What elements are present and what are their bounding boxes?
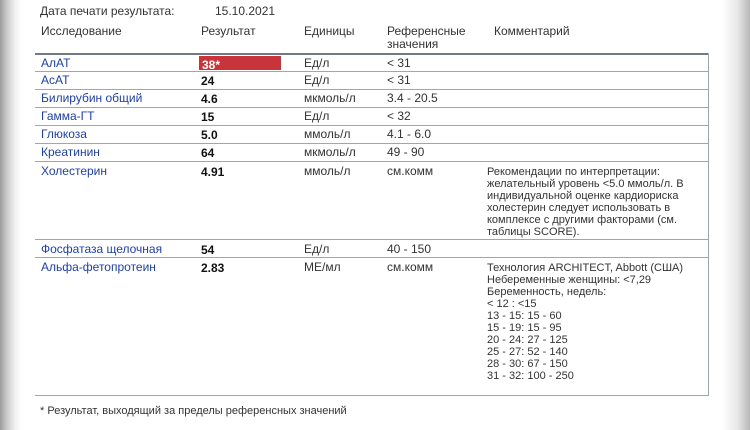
reference-range: 4.1 - 6.0 [387,127,432,141]
reference-range: см.комм [387,260,434,274]
out-of-range-flag [199,56,281,70]
result-value: 15 [201,110,215,124]
row-divider [35,89,709,90]
reference-range: < 32 [387,109,411,123]
page-edge-shadow-right [722,0,750,430]
column-header-comment: Комментарий [494,24,570,38]
test-name: Фосфатаза щелочная [41,242,163,256]
units: Ед/л [304,73,330,87]
reference-range: < 31 [387,56,411,70]
comment-text: Технология ARCHITECT, Abbott (США) Небеременные женщины: <7,29 Беременность, недель: < 12 : <15 13 - 15: 15 - 60 15 - 19: 15 - 95 20 - 24: 27 - 125 25 - 27: 52 - 140 28 - 30: 67 - 150 31 - 32: 100 - 250 [487,262,684,382]
row-divider [35,71,709,72]
test-name: Альфа-фетопротеин [41,260,156,274]
row-divider [35,239,709,240]
result-value: 54 [201,243,215,257]
column-header-units: Единицы [304,24,355,38]
table-right-border [708,53,709,396]
result-value: 4.91 [201,165,225,179]
reference-range: < 31 [387,73,411,87]
test-name: Глюкоза [41,127,87,141]
reference-range: 49 - 90 [387,145,425,159]
row-divider [35,143,709,144]
row-divider [35,161,709,162]
test-name: АлАТ [41,56,71,70]
table-bottom-rule [35,395,709,396]
units: мкмоль/л [304,145,356,159]
test-name: Билирубин общий [41,91,143,105]
print-date-value: 15.10.2021 [215,4,276,18]
column-header-reference: Референсные значения [387,24,466,51]
result-value: 2.83 [201,261,225,275]
result-value: 24 [201,74,215,88]
result-value: 64 [201,146,215,160]
units: ммоль/л [304,164,351,178]
units: Ед/л [304,109,330,123]
test-name: Гамма-ГТ [41,109,95,123]
result-value: 4.6 [201,92,218,106]
footnote: * Результат, выходящий за пределы референсных значений [40,405,347,417]
test-name: АсАТ [41,73,70,87]
print-date-label: Дата печати результата: [40,4,175,18]
units: Ед/л [304,242,330,256]
units: ммоль/л [304,127,351,141]
row-divider [35,125,709,126]
row-divider [35,257,709,258]
header-divider [35,53,709,55]
reference-range: 3.4 - 20.5 [387,91,438,105]
units: МЕ/мл [304,260,341,274]
test-name: Креатинин [41,145,100,159]
column-header-test: Исследование [41,24,122,38]
page-edge-shadow-left [0,0,22,430]
result-value: 5.0 [201,128,218,142]
units: Ед/л [304,56,330,70]
test-name: Холестерин [41,164,107,178]
result-value: 38* [202,58,221,72]
reference-range: см.комм [387,164,434,178]
comment-text: Рекомендации по интерпретации: желательный уровень <5.0 ммоль/л. В индивидуальной оценке кардиориска холестерин следует использовать в комплексе с другими факторами (см. таблицы SCORE). [487,166,684,238]
reference-range: 40 - 150 [387,242,432,256]
units: мкмоль/л [304,91,356,105]
row-divider [35,107,709,108]
column-header-result: Результат [201,24,256,38]
